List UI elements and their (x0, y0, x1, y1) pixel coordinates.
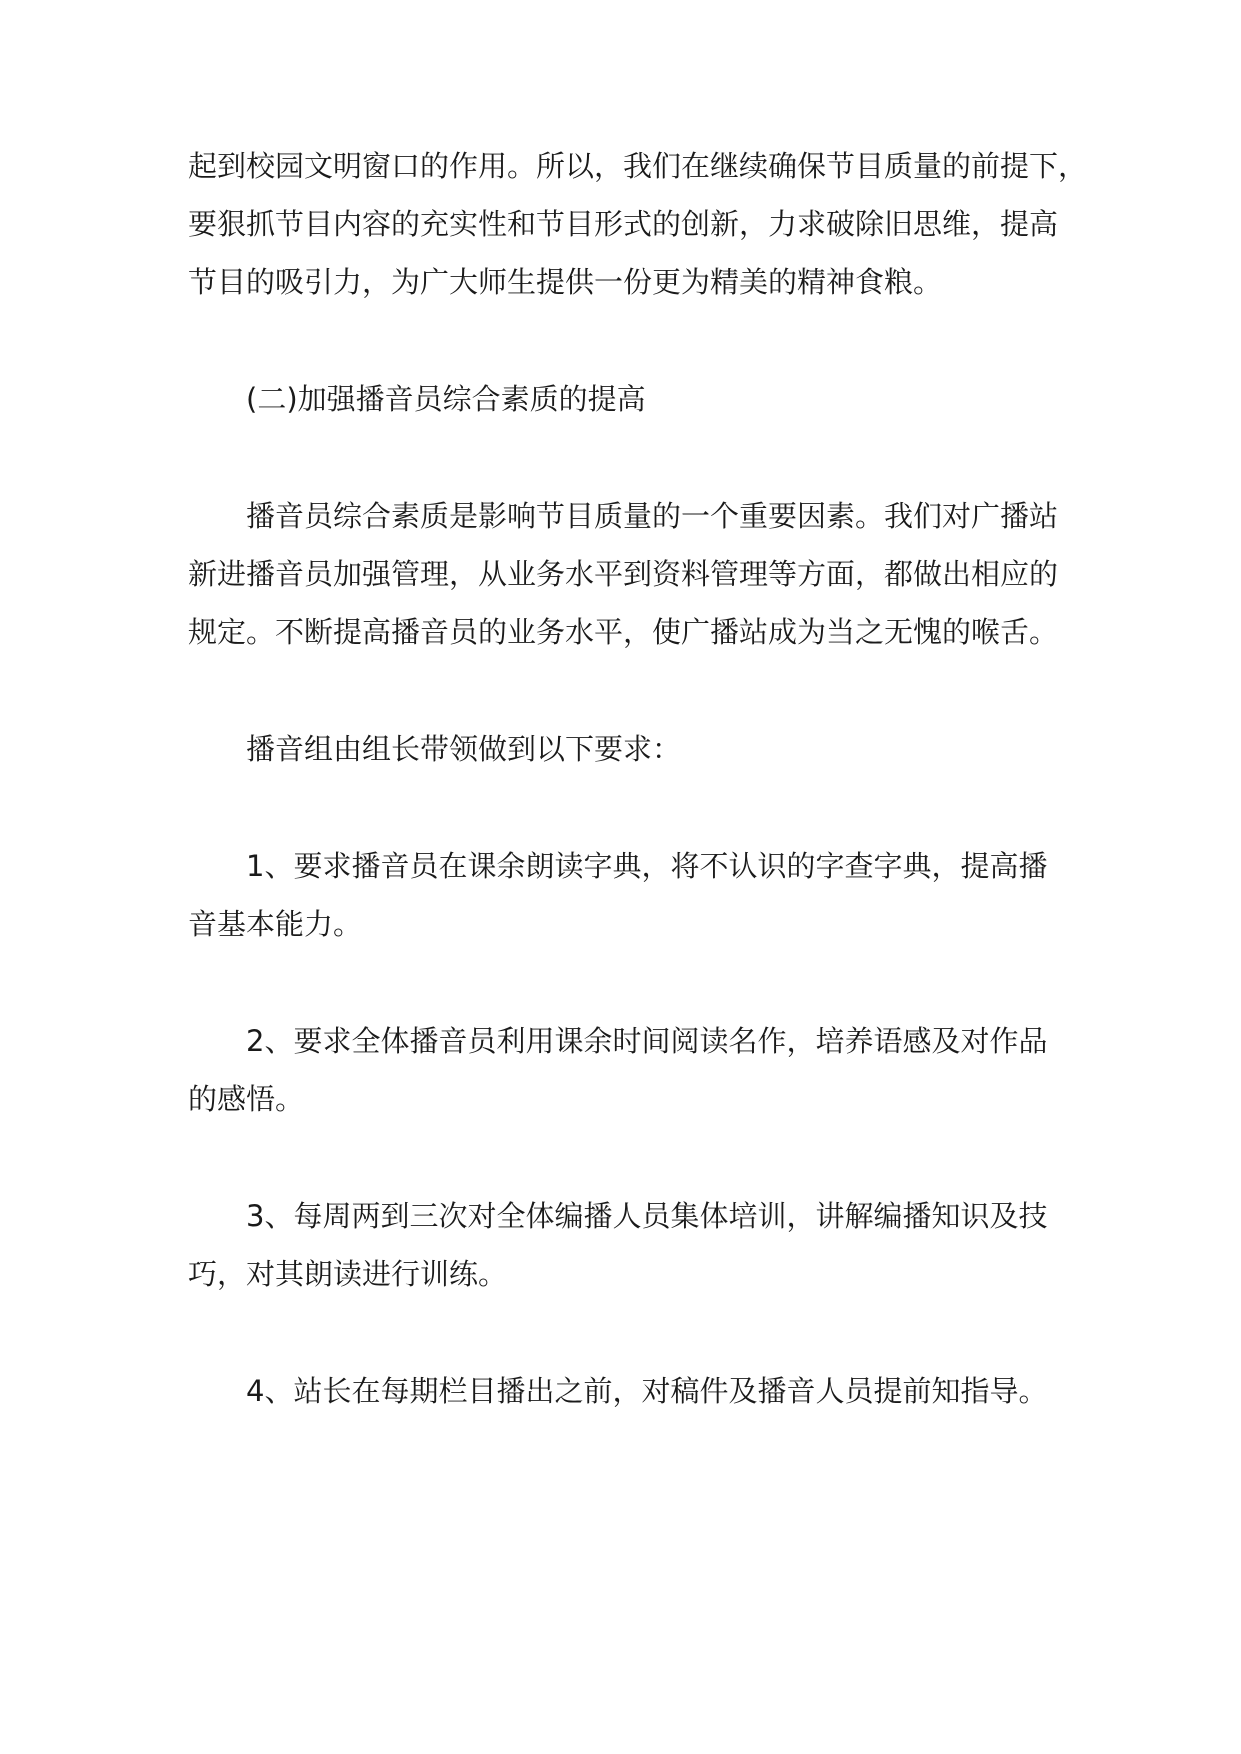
paragraph-line: 起到校园文明窗口的作用。所以，我们在继续确保节目质量的前提下， (188, 149, 1088, 183)
list-item-line: 音基本能力。 (188, 907, 363, 941)
paragraph-line: 播音员综合素质是影响节目质量的一个重要因素。我们对广播站 (246, 499, 1059, 533)
list-item-line: 1、要求播音员在课余朗读字典，将不认识的字查字典，提高播 (246, 849, 1048, 883)
list-item-line: 的感悟。 (188, 1082, 305, 1116)
section-heading: (二)加强播音员综合素质的提高 (246, 382, 646, 416)
paragraph-line: 新进播音员加强管理，从业务水平到资料管理等方面，都做出相应的 (188, 557, 1059, 591)
paragraph-line: 要狠抓节目内容的充实性和节目形式的创新，力求破除旧思维，提高 (188, 207, 1059, 241)
list-item-line: 3、每周两到三次对全体编播人员集体培训，讲解编播知识及技 (246, 1199, 1048, 1233)
list-item-line: 4、站长在每期栏目播出之前，对稿件及播音人员提前知指导。 (246, 1374, 1048, 1408)
list-item-line: 2、要求全体播音员利用课余时间阅读名作，培养语感及对作品 (246, 1024, 1048, 1058)
paragraph-line: 节目的吸引力，为广大师生提供一份更为精美的精神食粮。 (188, 265, 943, 299)
paragraph-line: 播音组由组长带领做到以下要求： (246, 732, 682, 766)
list-item-line: 巧，对其朗读进行训练。 (188, 1257, 508, 1291)
paragraph-line: 规定。不断提高播音员的业务水平，使广播站成为当之无愧的喉舌。 (188, 615, 1059, 649)
